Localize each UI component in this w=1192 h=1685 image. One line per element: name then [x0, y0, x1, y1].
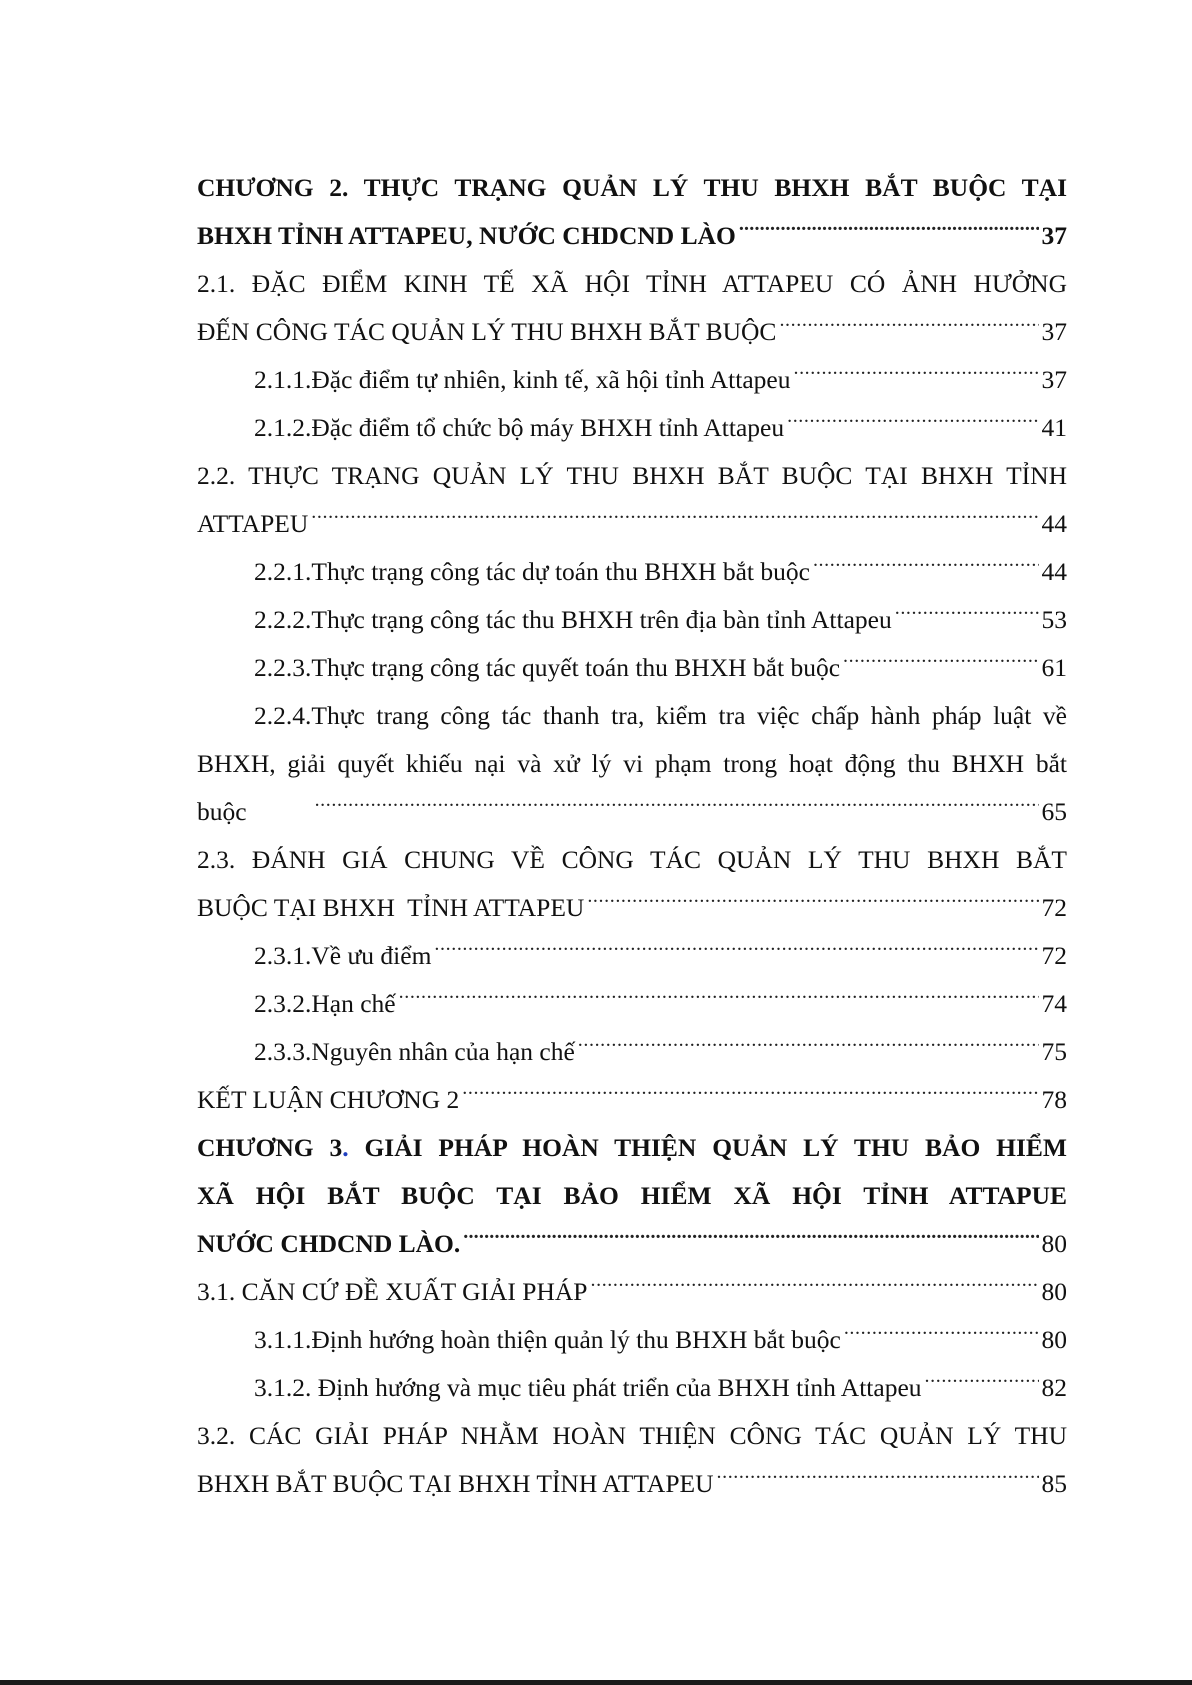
toc-entry-text-part: . [342, 1133, 349, 1162]
dot-leader [844, 1328, 1039, 1348]
dot-leader [578, 1040, 1039, 1060]
toc-entry-text: 2.2.4.Thực trang công tác thanh tra, kiểm tra việc chấp hành pháp luật về [254, 701, 1067, 730]
toc-section-2-2-line-1 [197, 452, 1067, 500]
toc-chapter-3-title-line-3[interactable] [197, 1220, 1067, 1268]
dot-leader [787, 416, 1038, 436]
dot-leader [717, 1472, 1039, 1492]
toc-page-number: 80 [1041, 1277, 1067, 1306]
table-of-contents [197, 164, 1067, 1508]
toc-page-number: 37 [1041, 221, 1067, 250]
dot-leader [925, 1376, 1039, 1396]
dot-leader [315, 800, 1039, 820]
toc-section-3-1-2[interactable] [197, 1364, 1067, 1412]
toc-page-number: 65 [1041, 797, 1067, 826]
toc-entry-text: 2.1. ĐẶC ĐIỂM KINH TẾ XÃ HỘI TỈNH ATTAPEU CÓ ẢNH HƯỞNG [197, 269, 1067, 298]
dot-leader [399, 992, 1039, 1012]
toc-page-number: 82 [1041, 1373, 1067, 1402]
toc-entry-text: BHXH TỈNH ATTAPEU, NƯỚC CHDCND LÀO [197, 221, 736, 250]
toc-section-2-1-line-1 [197, 260, 1067, 308]
dot-leader [311, 512, 1038, 532]
toc-section-2-1-line-2[interactable] [197, 308, 1067, 356]
toc-entry-text: KẾT LUẬN CHƯƠNG 2 [197, 1085, 460, 1114]
toc-page-number: 80 [1041, 1325, 1067, 1354]
toc-entry-text: 2.3.3.Nguyên nhân của hạn chế [254, 1037, 575, 1066]
toc-page-number: 53 [1041, 605, 1067, 634]
dot-leader [779, 320, 1038, 340]
dot-leader [793, 368, 1038, 388]
toc-chapter-3-title-line-1 [197, 1124, 1067, 1172]
toc-entry-text: 2.2.2.Thực trạng công tác thu BHXH trên địa bàn tỉnh Attapeu [254, 605, 892, 634]
toc-entry-text: 2.2. THỰC TRẠNG QUẢN LÝ THU BHXH BẮT BUỘC TẠI BHXH TỈNH [197, 461, 1067, 490]
dot-leader [434, 944, 1038, 964]
toc-section-2-2-line-2[interactable] [197, 500, 1067, 548]
toc-section-2-3-2[interactable] [197, 980, 1067, 1028]
toc-section-3-1[interactable] [197, 1268, 1067, 1316]
toc-chapter-2-title-line-2[interactable] [197, 212, 1067, 260]
toc-entry-text: 2.1.1.Đặc điểm tự nhiên, kinh tế, xã hội tỉnh Attapeu [254, 365, 791, 394]
toc-entry-text: 2.2.1.Thực trạng công tác dự toán thu BHXH bắt buộc [254, 557, 810, 586]
toc-section-2-2-4-line-3[interactable] [197, 788, 1067, 836]
toc-section-3-1-1[interactable] [197, 1316, 1067, 1364]
toc-page-number: 78 [1041, 1085, 1067, 1114]
dot-leader [462, 1088, 1038, 1108]
toc-conclusion-chapter-2[interactable] [197, 1076, 1067, 1124]
toc-section-2-3-line-1 [197, 836, 1067, 884]
toc-entry-text: ATTAPEU [197, 509, 309, 538]
toc-page-number: 85 [1041, 1469, 1067, 1498]
toc-section-2-2-3[interactable] [197, 644, 1067, 692]
toc-entry-text: 2.2.3.Thực trạng công tác quyết toán thu BHXH bắt buộc [254, 653, 841, 682]
toc-chapter-3-title-line-2 [197, 1172, 1067, 1220]
toc-entry-text: 3.1.2. Định hướng và mục tiêu phát triển của BHXH tỉnh Attapeu [254, 1373, 922, 1402]
toc-section-3-2-line-1 [197, 1412, 1067, 1460]
toc-page-number: 44 [1041, 509, 1067, 538]
toc-page-number: 80 [1041, 1229, 1067, 1258]
toc-entry-text: 2.3.2.Hạn chế [254, 989, 396, 1018]
toc-entry-text: XÃ HỘI BẮT BUỘC TẠI BẢO HIỂM XÃ HỘI TỈNH ATTAPUE [197, 1181, 1067, 1210]
toc-page-number: 75 [1041, 1037, 1067, 1066]
toc-page-number: 61 [1041, 653, 1067, 682]
dot-leader [813, 560, 1039, 580]
toc-section-2-2-1[interactable] [197, 548, 1067, 596]
toc-section-2-3-1[interactable] [197, 932, 1067, 980]
toc-entry-text: CHƯƠNG 2. THỰC TRẠNG QUẢN LÝ THU BHXH BẮT BUỘC TẠI [197, 173, 1067, 202]
toc-entry-text: ĐẾN CÔNG TÁC QUẢN LÝ THU BHXH BẮT BUỘC [197, 317, 777, 346]
dot-leader [587, 896, 1038, 916]
toc-page-number: 37 [1041, 317, 1067, 346]
toc-page-number: 37 [1041, 365, 1067, 394]
toc-entry-text: 3.2. CÁC GIẢI PHÁP NHẰM HOÀN THIỆN CÔNG TÁC QUẢN LÝ THU [197, 1421, 1067, 1450]
toc-entry-text: 2.1.2.Đặc điểm tổ chức bộ máy BHXH tỉnh Attapeu [254, 413, 785, 442]
toc-entry-text: NƯỚC CHDCND LÀO. [197, 1229, 461, 1258]
dot-leader [591, 1280, 1039, 1300]
toc-entry-text: 2.3. ĐÁNH GIÁ CHUNG VỀ CÔNG TÁC QUẢN LÝ THU BHXH BẮT [197, 845, 1067, 874]
toc-entry-text: BUỘC TẠI BHXH TỈNH ATTAPEU [197, 893, 585, 922]
toc-section-3-2-line-2[interactable] [197, 1460, 1067, 1508]
toc-page-number: 44 [1041, 557, 1067, 586]
toc-entry-text-part: CHƯƠNG 3 [197, 1133, 343, 1162]
toc-entry-text-part: GIẢI PHÁP HOÀN THIỆN QUẢN LÝ THU BẢO HIỂM [348, 1133, 1067, 1162]
toc-section-2-2-4-line-2 [197, 740, 1067, 788]
toc-entry-text: 3.1.1.Định hướng hoàn thiện quản lý thu BHXH bắt buộc [254, 1325, 841, 1354]
toc-section-2-3-3[interactable] [197, 1028, 1067, 1076]
page-bottom-border [0, 1680, 1192, 1685]
toc-page-number: 74 [1041, 989, 1067, 1018]
dot-leader [739, 224, 1039, 244]
toc-section-2-3-line-2[interactable] [197, 884, 1067, 932]
toc-entry-text: BHXH, giải quyết khiếu nại và xử lý vi phạm trong hoạt động thu BHXH bắt [197, 749, 1067, 778]
toc-entry-text: 3.1. CĂN CỨ ĐỀ XUẤT GIẢI PHÁP [197, 1277, 588, 1306]
dot-leader [463, 1232, 1038, 1252]
toc-section-2-1-1[interactable] [197, 356, 1067, 404]
toc-chapter-2-title-line-1 [197, 164, 1067, 212]
dot-leader [895, 608, 1039, 628]
toc-entry-text: buộc [197, 797, 247, 826]
toc-section-2-1-2[interactable] [197, 404, 1067, 452]
dot-leader [843, 656, 1038, 676]
toc-page-number: 72 [1041, 893, 1067, 922]
toc-entry-text: BHXH BẮT BUỘC TẠI BHXH TỈNH ATTAPEU [197, 1469, 714, 1498]
toc-page-number: 41 [1041, 413, 1067, 442]
toc-section-2-2-4-line-1 [197, 692, 1067, 740]
toc-entry-text: 2.3.1.Về ưu điểm [254, 941, 432, 970]
toc-section-2-2-2[interactable] [197, 596, 1067, 644]
toc-page-number: 72 [1041, 941, 1067, 970]
